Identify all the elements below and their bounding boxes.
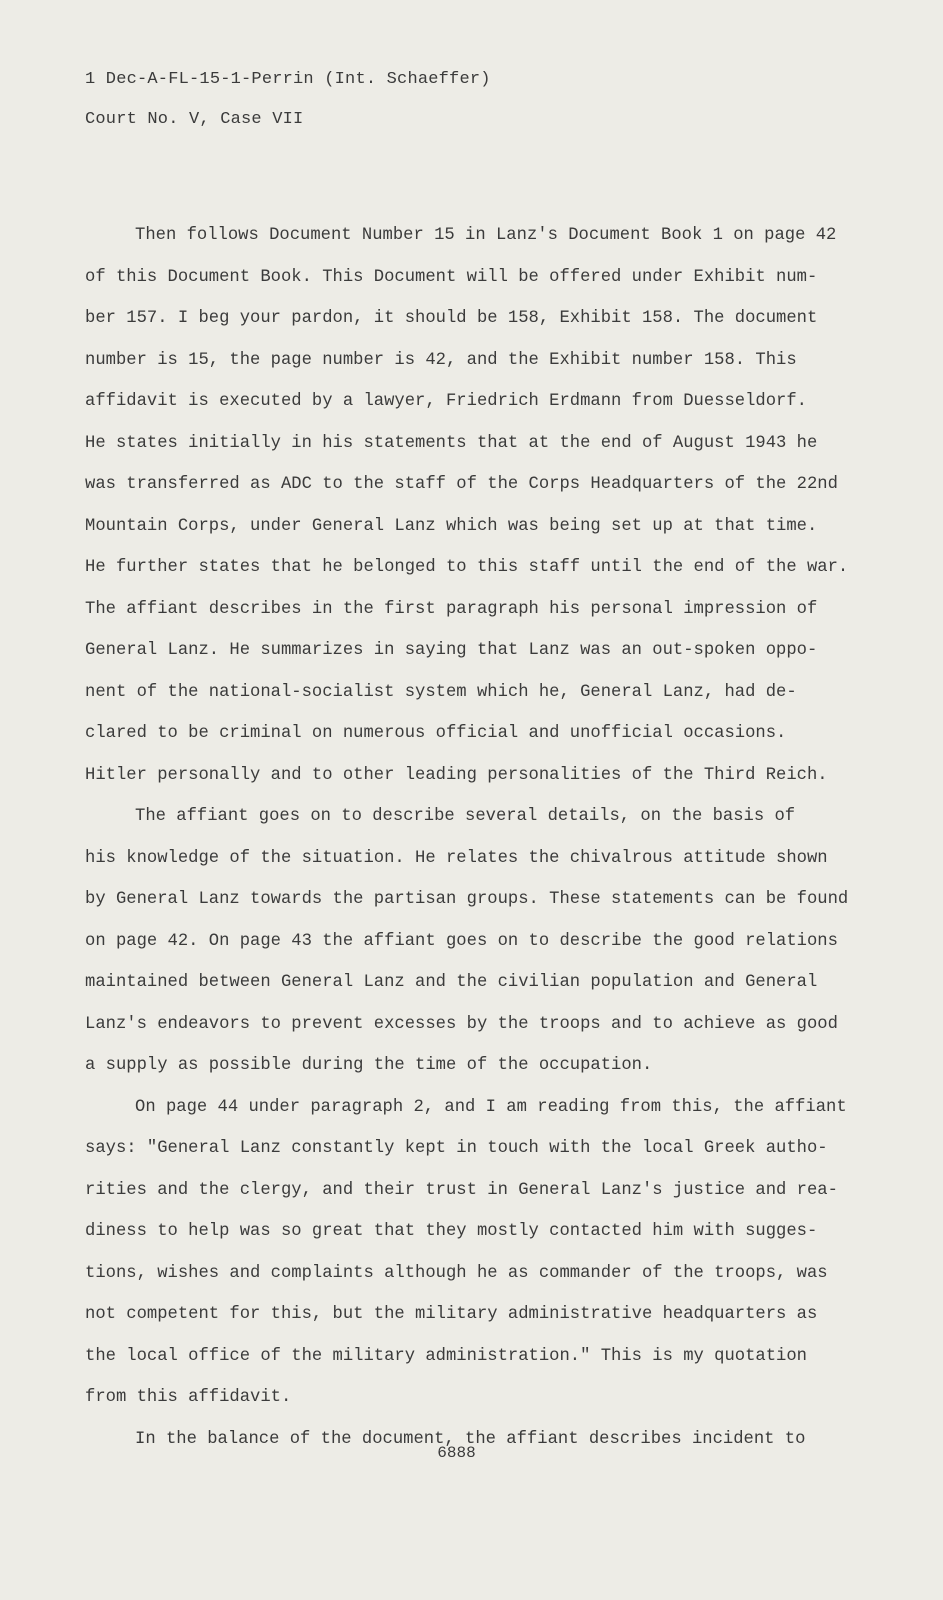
text-line: diness to help was so great that they mostly contacted him with sugges- <box>85 1222 818 1241</box>
text-line: was transferred as ADC to the staff of the Corps Headquarters of the 22nd <box>85 475 838 494</box>
text-line: Lanz's endeavors to prevent excesses by the troops and to achieve as good <box>85 1014 838 1034</box>
text-line: by General Lanz towards the partisan groups. These statements can be found <box>85 890 849 909</box>
text-line: says: "General Lanz constantly kept in touch with the local Greek autho- <box>85 1139 828 1158</box>
text-line: rities and the clergy, and their trust in General Lanz's justice and rea- <box>85 1180 838 1200</box>
text-line: the local office of the military administration." This is my quotation <box>85 1346 807 1366</box>
text-line: affidavit is executed by a lawyer, Friedrich Erdmann from Duesseldorf. <box>85 392 807 411</box>
text-line: In the balance of the document, the affiant describes incident to <box>135 1429 806 1449</box>
text-line: of this Document Book. This Document will be offered under Exhibit num- <box>85 267 818 287</box>
text-line: He states initially in his statements that at the end of August 1943 he <box>85 433 818 453</box>
text-line: He further states that he belonged to this staff until the end of the war. <box>85 558 849 577</box>
text-line: ber 157. I beg your pardon, it should be 158, Exhibit 158. The document <box>85 309 818 328</box>
text-line: On page 44 under paragraph 2, and I am reading from this, the affiant <box>135 1097 847 1117</box>
text-line: tions, wishes and complaints although he as commander of the troops, was <box>85 1263 828 1283</box>
transcript-body <box>85 215 865 1460</box>
text-line: The affiant describes in the first paragraph his personal impression of <box>85 599 818 619</box>
text-line: a supply as possible during the time of the occupation. <box>85 1056 653 1075</box>
court-case-line: Court No. V, Case VII <box>85 110 304 129</box>
text-line: clared to be criminal on numerous official and unofficial occasions. <box>85 724 787 743</box>
text-line: Then follows Document Number 15 in Lanz's Document Book 1 on page 42 <box>135 226 837 245</box>
text-line: not competent for this, but the military administrative headquarters as <box>85 1305 818 1324</box>
text-line: Hitler personally and to other leading personalities of the Third Reich. <box>85 765 828 785</box>
text-line: his knowledge of the situation. He relates the chivalrous attitude shown <box>85 848 828 868</box>
text-line: General Lanz. He summarizes in saying that Lanz was an out-spoken oppo- <box>85 641 818 660</box>
document-reference: 1 Dec-A-FL-15-1-Perrin (Int. Schaeffer) <box>85 70 491 89</box>
text-line: number is 15, the page number is 42, and the Exhibit number 158. This <box>85 350 797 370</box>
text-line: maintained between General Lanz and the civilian population and General <box>85 973 818 992</box>
text-line: The affiant goes on to describe several details, on the basis of <box>135 807 796 826</box>
text-line: on page 42. On page 43 the affiant goes on to describe the good relations <box>85 931 838 951</box>
text-line: nent of the national-socialist system which he, General Lanz, had de- <box>85 682 797 702</box>
text-line: from this affidavit. <box>85 1388 292 1407</box>
page-number: 6888 <box>437 1444 476 1462</box>
text-line: Mountain Corps, under General Lanz which was being set up at that time. <box>85 516 818 536</box>
